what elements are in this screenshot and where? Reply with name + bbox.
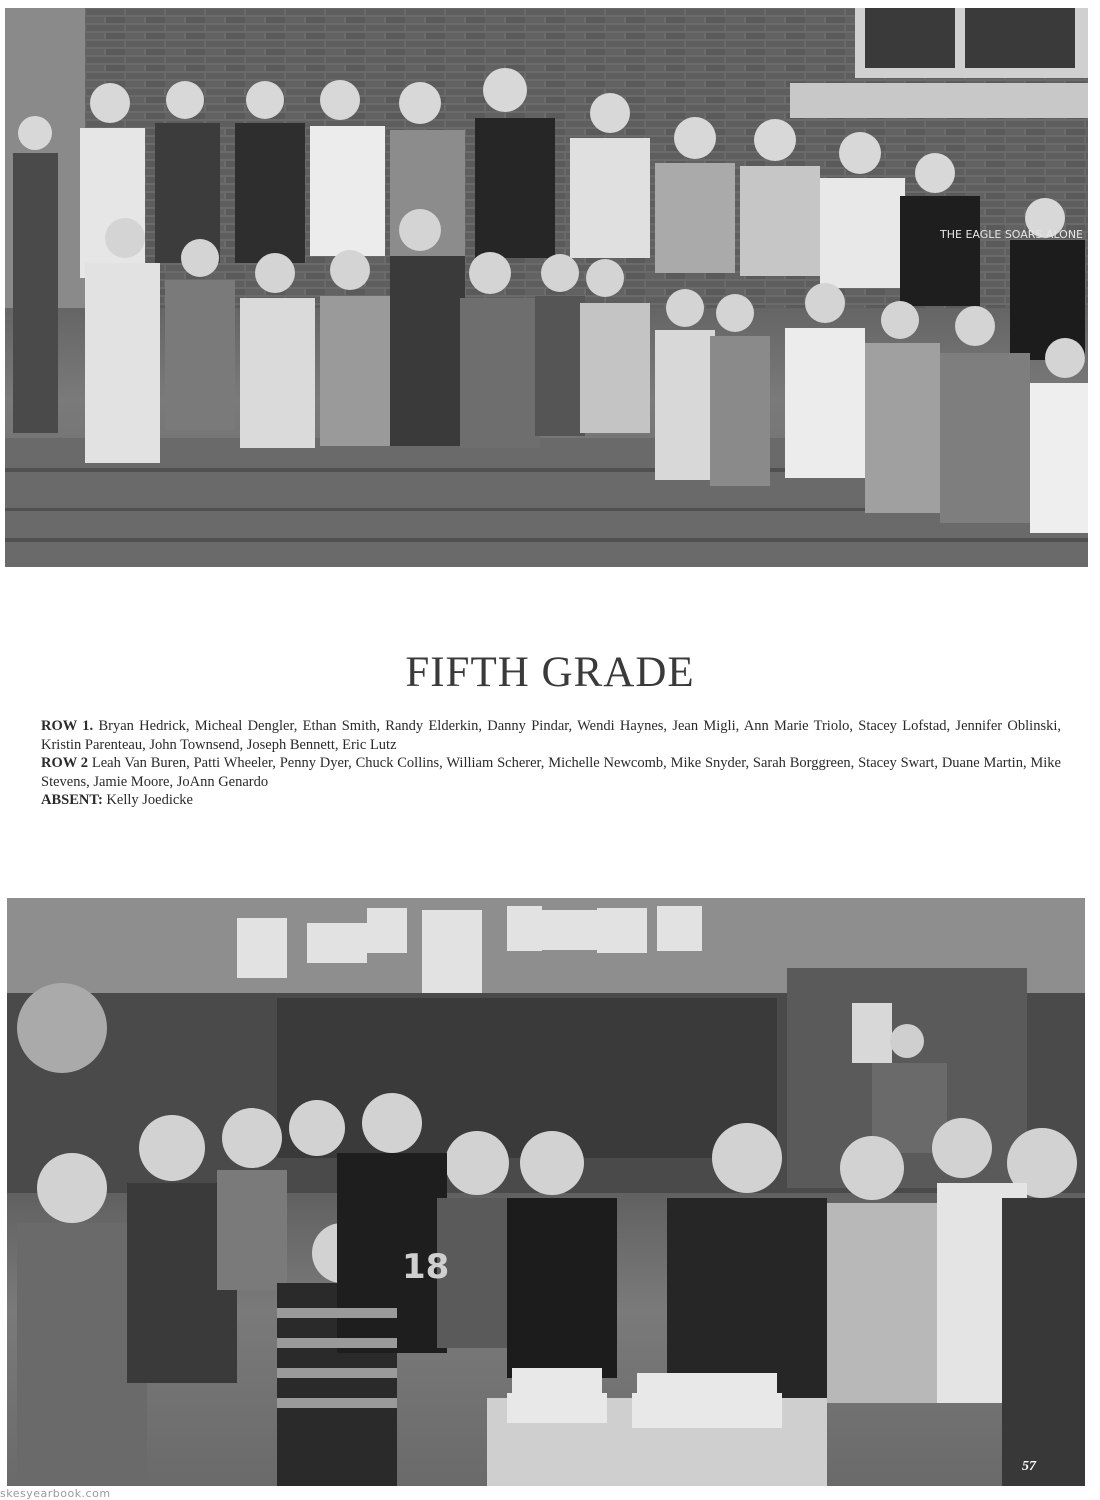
globe-icon	[17, 983, 107, 1073]
page-number: 57	[1022, 1459, 1036, 1474]
absent-caption	[41, 791, 1061, 810]
name-caption	[41, 717, 1061, 810]
row-2-label: ROW 2	[41, 755, 89, 771]
row-1-label: ROW 1.	[41, 718, 94, 734]
absent-label: ABSENT:	[41, 792, 103, 808]
watermark: skesyearbook.com	[0, 1487, 111, 1500]
class-group-photo-art	[5, 8, 1088, 567]
page-title: FIFTH GRADE	[405, 649, 695, 696]
row-1-names: Bryan Hedrick, Micheal Dengler, Ethan Smith, Randy Elderkin, Danny Pindar, Wendi Haynes, Jean Migli, Ann Marie Triolo, Stacey Lofstad, Jennifer Oblinski, Kristin Parenteau, John Townsend, Joseph Bennett, Eric Lutz	[41, 718, 1061, 753]
classroom-candid-photo	[7, 898, 1085, 1486]
row-2-names: Leah Van Buren, Patti Wheeler, Penny Dyer, Chuck Collins, William Scherer, Michelle Newcomb, Mike Snyder, Sarah Borggreen, Stacey Swart, Duane Martin, Mike Stevens, Jamie Moore, JoAnn Genardo	[41, 755, 1061, 790]
shirt-text: THE EAGLE SOARS ALONE	[940, 228, 1084, 241]
classroom-candid-photo-art	[7, 898, 1085, 1486]
absent-names: Kelly Joedicke	[106, 792, 193, 808]
row-1-caption	[41, 717, 1061, 754]
jersey-number: 18	[402, 1247, 450, 1287]
row-2-caption	[41, 754, 1061, 791]
class-group-photo	[5, 8, 1088, 567]
